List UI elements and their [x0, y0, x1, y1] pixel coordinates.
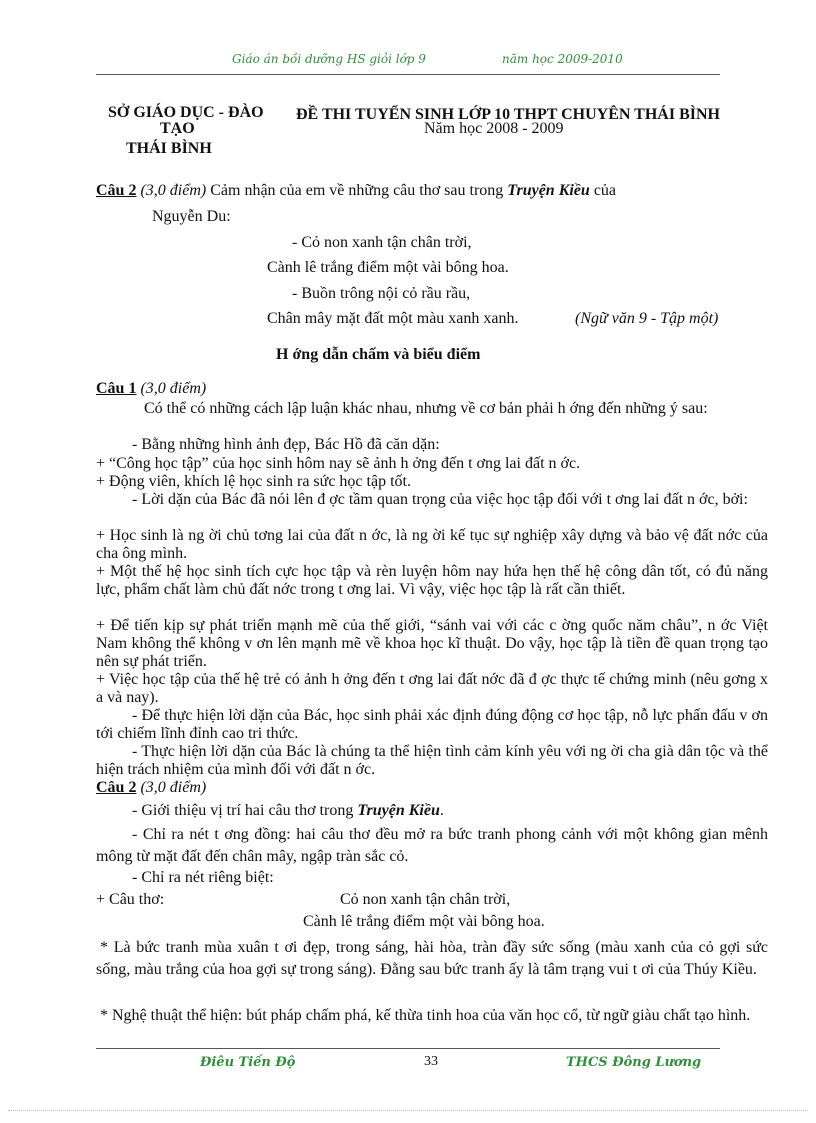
c1-paragraph: - Lời dặn của Bác đã nói lên đ ợc tầm quan trọng của việc học tập đối với t ơng lai đất n ớc, bởi: [132, 491, 748, 508]
header-right: năm học 2009-2010 [502, 52, 623, 66]
exam-year: Năm học 2008 - 2009 [424, 120, 564, 137]
poem-line: Chân mây mặt đất một màu xanh xanh. [267, 310, 519, 327]
question-text-a: Cảm nhận của em về những câu thơ sau trong [206, 182, 508, 199]
c1-paragraph: - Bằng những hình ảnh đẹp, Bác Hồ đã căn dặn: [132, 436, 440, 453]
org-line-1: SỞ GIÁO DỤC - ĐÀO [108, 104, 264, 121]
page-number: 33 [424, 1054, 438, 1069]
c1-paragraph: - Để thực hiện lời dặn của Bác, học sinh phải xác định đúng động cơ học tập, nỗ lực phấn đấu v ơn tới chiếm lĩnh đỉnh cao tri thức. [96, 707, 768, 742]
c2-verse-label: + Câu thơ: [96, 891, 165, 908]
c2-heading [96, 779, 206, 797]
question-text-c: Nguyễn Du: [152, 208, 231, 225]
c1-paragraph: + Học sinh là ng ời chủ tơng lai của đất n ớc, là ng ời kế tục sự nghiệp xây dựng và bảo vệ đất nớc của cha ông mình. [96, 527, 768, 562]
poem-line: - Cỏ non xanh tận chân trời, [292, 234, 472, 251]
c2-intro-end: . [439, 802, 444, 819]
c1-heading [96, 380, 206, 398]
c2-points: (3,0 điểm) [136, 779, 207, 796]
org-line-2: TẠO [160, 120, 195, 137]
c1-paragraph: Có thể có những cách lập luận khác nhau, nhưng về cơ bản phải h ớng đến những ý sau: [144, 400, 708, 417]
c1-paragraph: + “Công học tập” của học sinh hôm nay sẽ ảnh h ởng đến t ơng lai đất n ớc. [96, 455, 581, 472]
c2-unique: - Chỉ ra nét riêng biệt: [132, 869, 274, 886]
c1-paragraph: + Một thế hệ học sinh tích cực học tập và rèn luyện hôm nay hứa hẹn thế hệ công dân tốt, có đủ năng lực, phẩm chất làm chủ đất nớc trong t ơng lai. Vì vậy, việc học tập là rất cần thiết. [96, 563, 768, 598]
c2-intro-text: - Giới thiệu vị trí hai câu thơ trong [132, 802, 358, 819]
question-2 [96, 180, 768, 202]
footer-right: THCS Đông Lương [566, 1055, 702, 1070]
c1-label: Câu 1 [96, 380, 137, 397]
question-label: Câu 2 [96, 182, 137, 199]
c2-label: Câu 2 [96, 779, 137, 796]
poem-source: (Ngữ văn 9 - Tập một) [575, 310, 719, 327]
question-work: Truyện Kiều [507, 182, 590, 199]
footer-left: Điêu Tiến Độ [200, 1055, 296, 1070]
footer-rule [96, 1048, 720, 1049]
c1-paragraph: + Để tiến kịp sự phát triển mạnh mẽ của thế giới, “sánh vai với các c ờng quốc năm châu”, n ớc Việt Nam không thể không v ơn lên mạnh mẽ về khoa học kĩ thuật. Do vậy, học tập là tiền đề quan trọng tạo nên sự phát triển. [96, 617, 768, 670]
c2-note: * Nghệ thuật thể hiện: bút pháp chấm phá, kế thừa tinh hoa của văn học cổ, từ ngữ giàu chất tạo hình. [100, 1007, 751, 1024]
org-line-3: THÁI BÌNH [126, 140, 212, 157]
header-rule [96, 74, 720, 75]
c1-paragraph: - Thực hiện lời dặn của Bác là chúng ta thể hiện tình cảm kính yêu với ng ời cha già dân tộc và thể hiện trách nhiệm của mình đối với đất n ớc. [96, 743, 768, 778]
c2-intro [132, 802, 444, 820]
c2-verse-line: Cành lê trắng điểm một vài bông hoa. [303, 913, 545, 930]
c1-paragraph: + Việc học tập của thế hệ trẻ có ảnh h ởng đến t ơng lai đất nớc đã đ ợc thực tế chứng minh (nêu gơng x a và nay). [96, 671, 768, 706]
c2-common: - Chỉ ra nét t ơng đồng: hai câu thơ đều mở ra bức tranh phong cảnh với một không gian mênh mông từ mặt đất đến chân mây, ngập tràn sắc cỏ. [96, 826, 768, 865]
poem-line: Cành lê trắng điểm một vài bông hoa. [267, 259, 509, 276]
c2-verse-line: Cỏ non xanh tận chân trời, [340, 891, 511, 908]
c1-paragraph: + Động viên, khích lệ học sinh ra sức học tập tốt. [96, 473, 411, 490]
c1-points: (3,0 điểm) [136, 380, 207, 397]
exam-title: ĐỀ THI TUYỂN SINH LỚP 10 THPT CHUYÊN THÁI BÌNH [296, 106, 720, 123]
question-points: (3,0 điểm) [136, 182, 207, 199]
c2-intro-work: Truyện Kiều [357, 802, 440, 819]
question-text-b: của [589, 182, 617, 199]
header-left: Giáo án bồi dưỡng HS giỏi lớp 9 [232, 52, 426, 66]
c2-note: * Là bức tranh mùa xuân t ơi đẹp, trong sáng, hài hòa, tràn đầy sức sống (màu xanh của cỏ gợi sức sống, màu trắng của hoa gợi sự trong sáng). Đằng sau bức tranh ấy là tâm trạng vui t ơi của Thúy Kiều. [96, 939, 768, 978]
poem-line: - Buồn trông nội cỏ rầu rầu, [292, 285, 471, 302]
page-bottom-divider [8, 1110, 808, 1111]
guide-heading: H ớng dẫn chấm và biểu điểm [276, 346, 481, 363]
